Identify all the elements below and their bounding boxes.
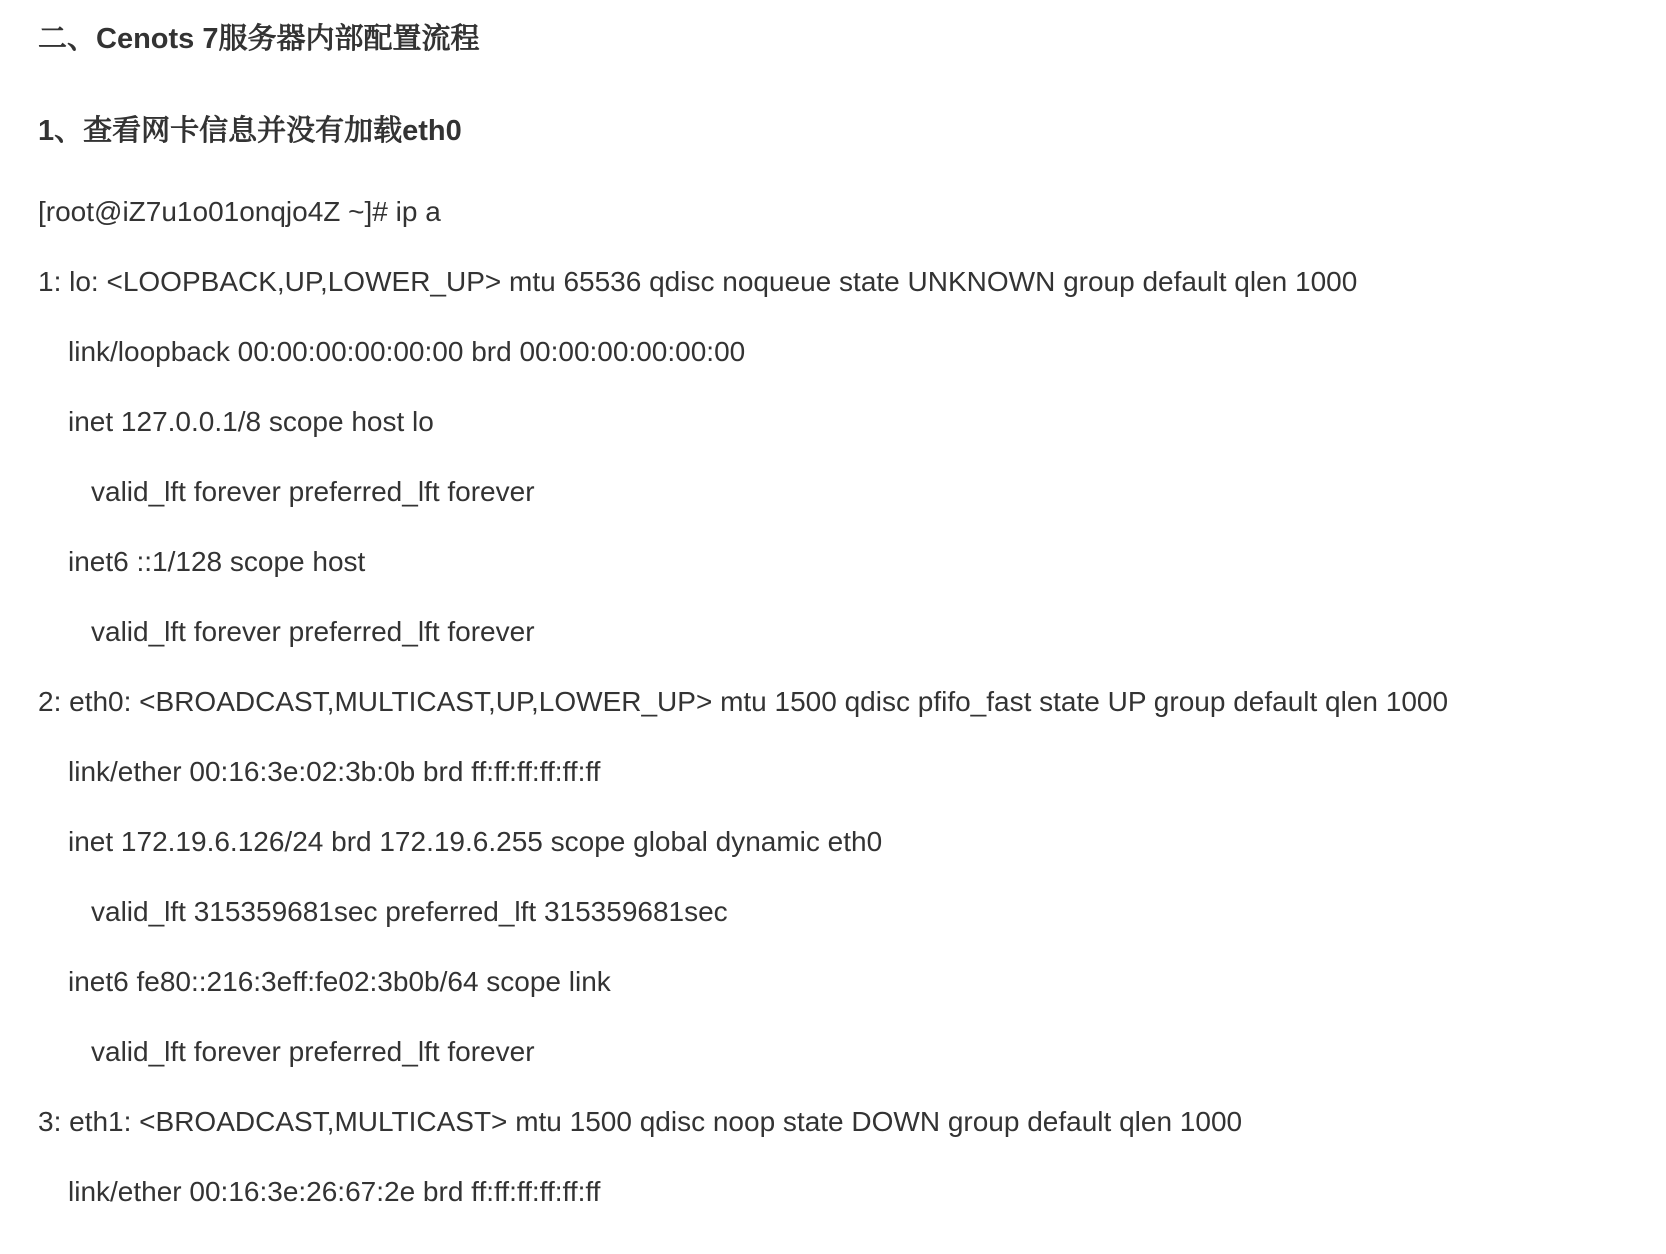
output-line: link/loopback 00:00:00:00:00:00 brd 00:00:00:00:00:00 [68,336,746,367]
output-line: link/ether 00:16:3e:26:67:2e brd ff:ff:ff:ff:ff:ff [68,1176,601,1207]
output-line: inet6 fe80::216:3eff:fe02:3b0b/64 scope link [68,966,611,997]
output-line: valid_lft 315359681sec preferred_lft 315359681sec [91,896,728,927]
output-line-eth1: 3: eth1: <BROADCAST,MULTICAST> mtu 1500 qdisc noop state DOWN group default qlen 1000 [38,1106,1243,1137]
output-line: inet6 ::1/128 scope host [68,546,366,577]
step-heading: 1、查看网卡信息并没有加载eth0 [38,115,462,147]
command-line: [root@iZ7u1o01onqjo4Z ~]# ip a [38,196,441,227]
output-line: link/ether 00:16:3e:02:3b:0b brd ff:ff:ff:ff:ff:ff [68,756,601,787]
output-line: inet 172.19.6.126/24 brd 172.19.6.255 scope global dynamic eth0 [68,826,883,857]
section-heading: 二、Cenots 7服务器内部配置流程 [38,23,480,55]
output-line: inet 127.0.0.1/8 scope host lo [68,406,434,437]
output-line: valid_lft forever preferred_lft forever [91,476,535,507]
output-line: valid_lft forever preferred_lft forever [91,1036,535,1067]
output-line-lo: 1: lo: <LOOPBACK,UP,LOWER_UP> mtu 65536 qdisc noqueue state UNKNOWN group default qlen 1000 [38,266,1358,297]
output-line-eth0: 2: eth0: <BROADCAST,MULTICAST,UP,LOWER_UP> mtu 1500 qdisc pfifo_fast state UP group default qlen 1000 [38,686,1449,717]
output-line: valid_lft forever preferred_lft forever [91,616,535,647]
